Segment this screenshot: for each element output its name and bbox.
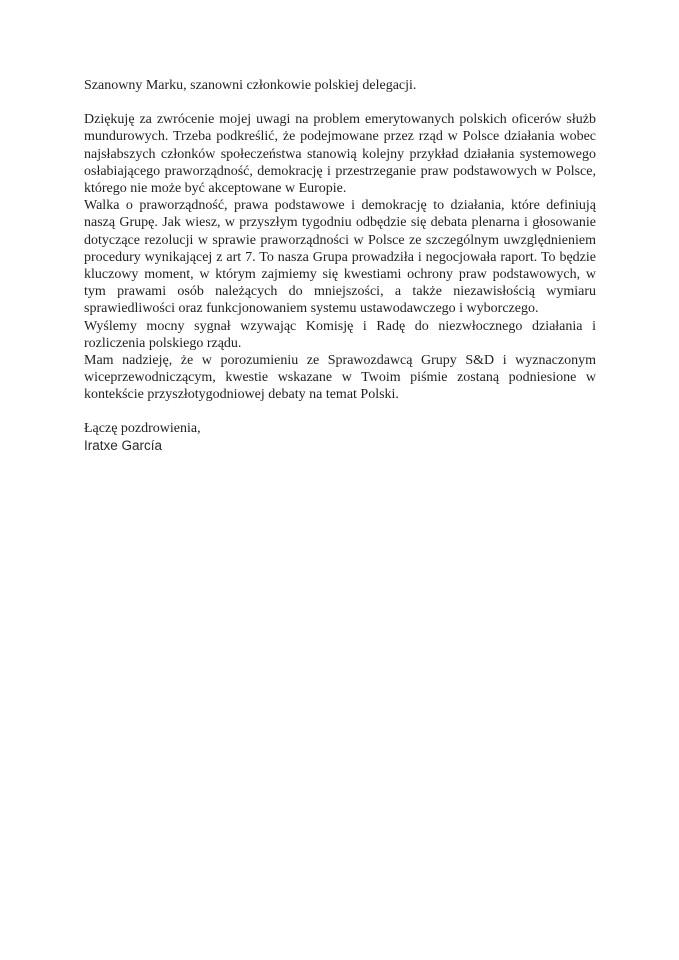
closing-line: Łączę pozdrowienia, <box>84 420 201 436</box>
body-paragraph-3: Wyślemy mocny sygnał wzywając Komisję i Radę do niezwłocznego działania i rozliczenia polskiego rządu. <box>84 318 596 351</box>
body-paragraph-1: Dziękuję za zwrócenie mojej uwagi na problem emerytowanych polskich oficerów służb mundurowych. Trzeba podkreślić, że podejmowane przez rząd w Polsce działania wobec najsłabszych członków społeczeństwa stanowią kolejny przykład działania systemowego osłabiającego praworządność, demokrację i przestrzeganie praw podstawowych w Polsce, którego nie może być akceptowane w Europie. <box>84 112 596 197</box>
letter-body <box>84 77 596 454</box>
body-paragraph-2: Walka o praworządność, prawa podstawowe i demokrację to działania, które definiują naszą Grupę. Jak wiesz, w przyszłym tygodniu odbędzie się debata plenarna i głosowanie dotyczące rezolucji w sprawie praworządności w Polsce ze szczególnym uwzględnieniem procedury wynikającej z art 7. To nasza Grupa prowadziła i negocjowała raport. To będzie kluczowy moment, w którym zajmiemy się kwestiami ochrony praw podstawowych, w tym prawami osób należących do mniejszości, a także niezawisłością wymiaru sprawiedliwości oraz funkcjonowaniem systemu ustawodawczego i wyborczego. <box>84 198 596 317</box>
closing-block <box>84 420 596 454</box>
signature-name: Iratxe García <box>84 437 163 453</box>
body-paragraph-4: Mam nadzieję, że w porozumieniu ze Sprawozdawcą Grupy S&D i wyznaczonym wiceprzewodniczącym, kwestie wskazane w Twoim piśmie zostaną podniesione w kontekście przyszłotygodniowej debaty na temat Polski. <box>84 353 596 403</box>
greeting-line: Szanowny Marku, szanowni członkowie polskiej delegacji. <box>84 78 417 93</box>
